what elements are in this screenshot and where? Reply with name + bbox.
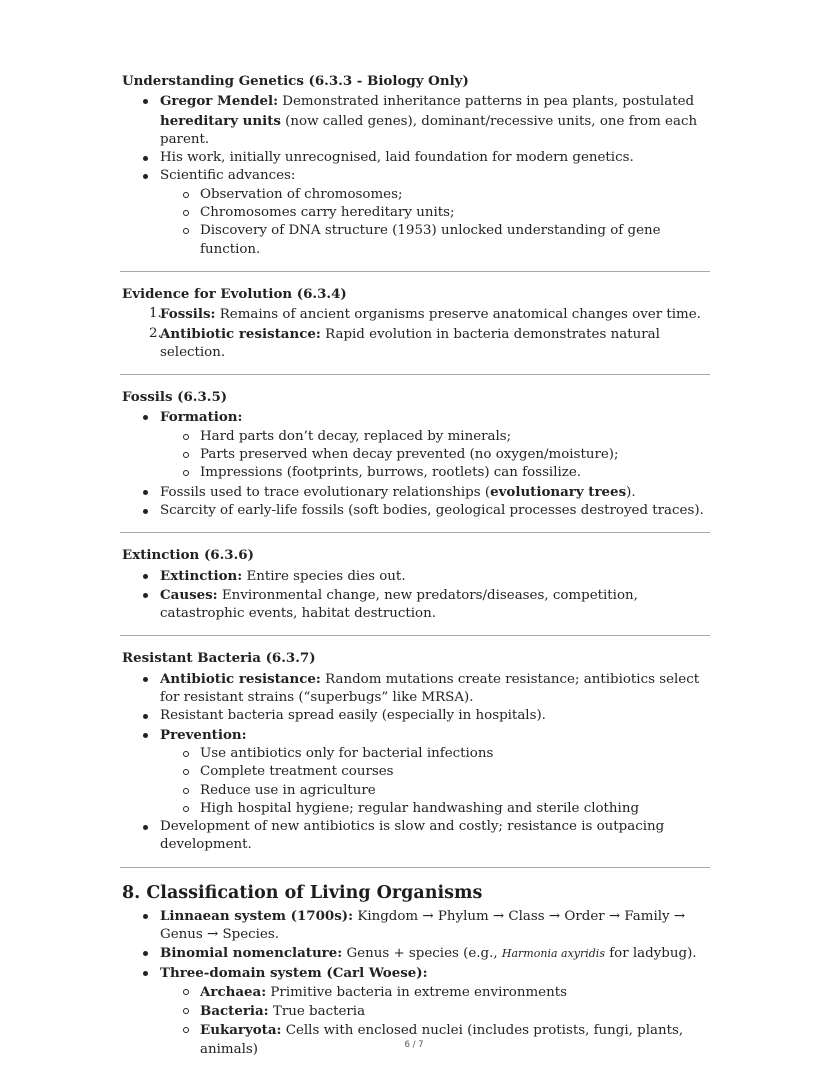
page-number: 6 / 7	[404, 1040, 424, 1050]
bullet-list	[122, 907, 708, 1059]
sub-list-item: Chromosomes carry hereditary units;	[200, 204, 708, 222]
section-divider	[120, 867, 710, 868]
section-resistant-bacteria	[122, 649, 708, 854]
list-item: Three-domain system (Carl Woese): Archaea: Primitive bacteria in extreme environments Bacteria: True bacteria Eukaryota: Cells with enclosed nuclei (includes protists, fungi, plants, animals)	[160, 964, 708, 1059]
list-item: Scientific advances: Observation of chromosomes; Chromosomes carry hereditary units; Discovery of DNA structure (1953) unlocked understanding of gene function.	[160, 167, 708, 258]
list-item: Antibiotic resistance: Random mutations create resistance; antibiotics select for resistant strains (“superbugs” like MRSA).	[160, 670, 708, 708]
section-understanding-genetics	[122, 72, 708, 259]
section-divider	[120, 635, 710, 636]
section-heading: Evidence for Evolution (6.3.4)	[122, 285, 347, 302]
list-item: Development of new antibiotics is slow and costly; resistance is outpacing development.	[160, 818, 708, 855]
list-item: Prevention: Use antibiotics only for bacterial infections Complete treatment courses Reduce use in agriculture High hospital hygiene; regular handwashing and sterile clothing	[160, 726, 708, 818]
section-divider	[120, 374, 710, 375]
sub-list-item: Archaea: Primitive bacteria in extreme environments	[200, 983, 708, 1002]
sub-list-item: Parts preserved when decay prevented (no oxygen/moisture);	[200, 446, 708, 464]
bullet-list	[122, 408, 708, 520]
sub-list-item: Discovery of DNA structure (1953) unlocked understanding of gene function.	[200, 222, 708, 259]
sub-list-item: Eukaryota: Cells with enclosed nuclei (includes protists, fungi, plants, animals)	[200, 1021, 708, 1059]
list-item: Resistant bacteria spread easily (especially in hospitals).	[160, 707, 708, 725]
section-heading: Extinction (6.3.6)	[122, 547, 254, 564]
section-fossils	[122, 388, 708, 520]
list-item: 1. Fossils: Remains of ancient organisms preserve anatomical changes over time.	[149, 306, 701, 323]
section-classification	[122, 881, 708, 1059]
bullet-list	[122, 670, 708, 855]
section-heading: Resistant Bacteria (6.3.7)	[122, 650, 316, 667]
sub-list-item: High hospital hygiene; regular handwashing and sterile clothing	[200, 800, 708, 818]
chapter-heading: 8. Classification of Living Organisms	[122, 882, 483, 903]
sub-list-item: Hard parts don’t decay, replaced by minerals;	[200, 428, 708, 446]
document-page	[122, 72, 708, 1059]
list-item: Binomial nomenclature: Genus + species (e.g., Harmonia axyridis for ladybug).	[160, 944, 708, 963]
numbered-list	[122, 305, 708, 362]
sub-list	[160, 745, 708, 818]
list-item: Gregor Mendel: Demonstrated inheritance patterns in pea plants, postulated hereditary units (now called genes), dominant/recessive units, one from each parent.	[160, 92, 708, 149]
list-item: Extinction: Entire species dies out.	[160, 567, 708, 586]
section-extinction	[122, 546, 708, 623]
sub-list-item: Observation of chromosomes;	[200, 186, 708, 204]
section-divider	[120, 532, 710, 533]
sub-list-item: Bacteria: True bacteria	[200, 1002, 708, 1021]
list-item: 2. Antibiotic resistance: Rapid evolution in bacteria demonstrates natural selection.	[149, 325, 660, 360]
section-heading: Fossils (6.3.5)	[122, 389, 228, 406]
sub-list-item: Impressions (footprints, burrows, rootlets) can fossilize.	[200, 464, 708, 482]
list-item: Causes: Environmental change, new predators/diseases, competition, catastrophic events, habitat destruction.	[160, 586, 708, 624]
list-item: Scarcity of early-life fossils (soft bodies, geological processes destroyed traces).	[160, 502, 708, 520]
list-item: Formation: Hard parts don’t decay, replaced by minerals; Parts preserved when decay prevented (no oxygen/moisture); Impressions (footprints, burrows, rootlets) can fossilize.	[160, 408, 708, 482]
sub-list-item: Use antibiotics only for bacterial infections	[200, 745, 708, 763]
section-heading: Understanding Genetics (6.3.3 - Biology Only)	[122, 73, 469, 89]
bullet-list	[122, 567, 708, 624]
list-item: His work, initially unrecognised, laid foundation for modern genetics.	[160, 149, 708, 167]
section-evidence-for-evolution	[122, 285, 708, 362]
sub-list	[160, 186, 708, 259]
section-divider	[120, 271, 710, 272]
sub-list	[160, 428, 708, 483]
list-item: Linnaean system (1700s): Kingdom → Phylum → Class → Order → Family → Genus → Species.	[160, 907, 708, 945]
sub-list-item: Reduce use in agriculture	[200, 782, 708, 800]
bullet-list	[122, 92, 708, 259]
list-item: Fossils used to trace evolutionary relationships (evolutionary trees).	[160, 483, 708, 502]
sub-list-item: Complete treatment courses	[200, 763, 708, 781]
species-name: Harmonia axyridis	[501, 947, 605, 961]
